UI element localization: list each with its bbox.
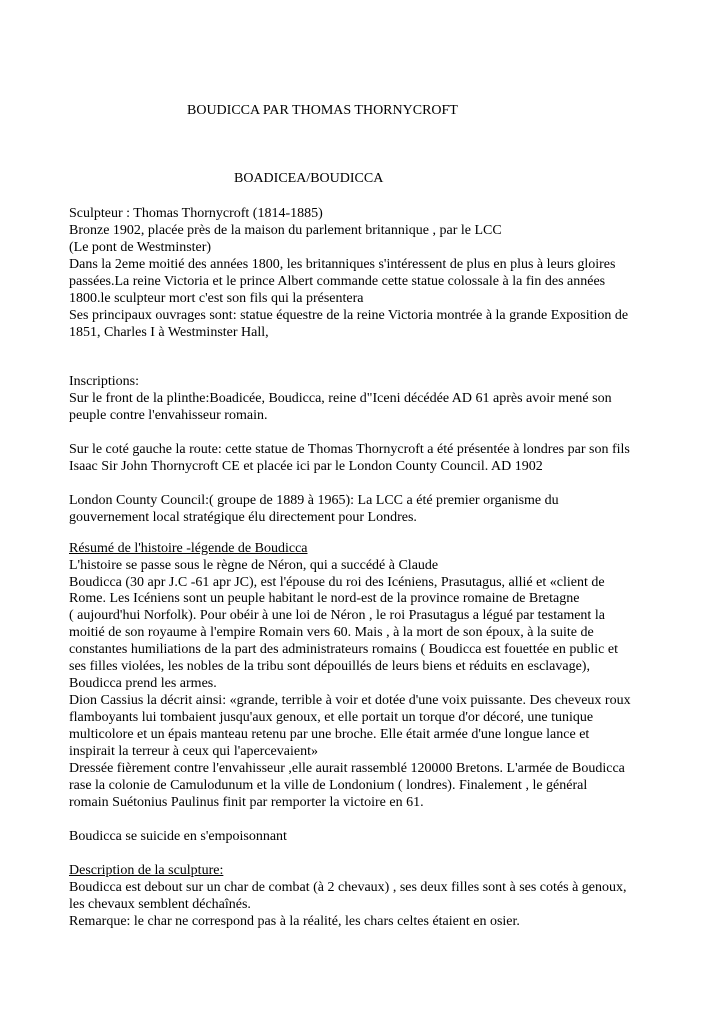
summary-line: L'histoire se passe sous le règne de Néron, qui a succédé à Claude (69, 558, 439, 573)
summary-line: romain Suétonius Paulinus finit par remporter la victoire en 61. (69, 795, 424, 810)
intro-line: passées.La reine Victoria et le prince Albert commande cette statue colossale à la fin des années (69, 274, 606, 289)
intro-line: 1800.le sculpteur mort c'est son fils qui la présentera (69, 291, 364, 306)
summary-line: flamboyants lui tombaient jusqu'aux genoux, et elle portait un torque d'or décoré, une tunique (69, 710, 594, 725)
description-line: les chevaux semblent déchaînés. (69, 897, 251, 912)
summary-line: multicolore et un épais manteau retenu par une broche. Elle était armée d'une longue lance et (69, 727, 590, 742)
summary-line: moitié de son royaume à l'empire Romain vers 60. Mais , à la mort de son époux, à la suite de (69, 625, 594, 640)
inscriptions-line: Sur le front de la plinthe:Boadicée, Boudicca, reine d"Iceni décédée AD 61 après avoir mené son (69, 391, 612, 406)
intro-line: Sculpteur : Thomas Thornycroft (1814-1885) (69, 206, 323, 221)
document-subtitle: BOADICEA/BOUDICCA (234, 171, 384, 186)
summary-line: Rome. Les Icéniens sont un peuple habitant le nord-est de la province romaine de Bretagne (69, 591, 580, 606)
intro-line: Ses principaux ouvrages sont: statue équestre de la reine Victoria montrée à la grande Exposition de (69, 308, 629, 323)
suicide-line: Boudicca se suicide en s'empoisonnant (69, 829, 287, 844)
summary-line: ( aujourd'hui Norfolk). Pour obéir à une loi de Néron , le roi Prasutagus a légué par testament la (69, 608, 605, 623)
summary-line: Boudicca prend les armes. (69, 676, 217, 691)
summary-line: ses filles violées, les nobles de la tribu sont dépouillés de leurs biens et réduits en esclavage), (69, 659, 590, 674)
summary-line: constantes humiliations de la part des administrateurs romains ( Boudicca est fouettée en public et (69, 642, 618, 657)
intro-line: Bronze 1902, placée près de la maison du parlement britannique , par le LCC (69, 223, 502, 238)
left-side-line: Isaac Sir John Thornycroft CE et placée ici par le London County Council. AD 1902 (69, 459, 543, 474)
summary-heading: Résumé de l'histoire -légende de Boudicca (69, 541, 308, 556)
summary-line: Boudicca (30 apr J.C -61 apr JC), est l'épouse du roi des Icéniens, Prasutagus, allié et «client de (69, 575, 605, 590)
description-heading: Description de la sculpture: (69, 863, 224, 878)
summary-line: inspirait la terreur à ceux qui l'apercevaient» (69, 744, 318, 759)
summary-line: Dressée fièrement contre l'envahisseur ,elle aurait rassemblé 120000 Bretons. L'armée de Boudicca (69, 761, 625, 776)
lcc-line: gouvernement local stratégique élu directement pour Londres. (69, 510, 417, 525)
inscriptions-heading: Inscriptions: (69, 374, 139, 389)
inscriptions-line: peuple contre l'envahisseur romain. (69, 408, 268, 423)
intro-line: Dans la 2eme moitié des années 1800, les britanniques s'intéressent de plus en plus à leurs gloires (69, 257, 616, 272)
left-side-line: Sur le coté gauche la route: cette statue de Thomas Thornycroft a été présentée à londres par son fils (69, 442, 630, 457)
document-title: BOUDICCA PAR THOMAS THORNYCROFT (187, 103, 458, 118)
intro-line: (Le pont de Westminster) (69, 240, 212, 255)
summary-line: Dion Cassius la décrit ainsi: «grande, terrible à voir et dotée d'une voix puissante. Des cheveux roux (69, 693, 631, 708)
description-line: Remarque: le char ne correspond pas à la réalité, les chars celtes étaient en osier. (69, 914, 520, 929)
lcc-line: London County Council:( groupe de 1889 à 1965): La LCC a été premier organisme du (69, 493, 559, 508)
summary-line: rase la colonie de Camulodunum et la ville de Londonium ( londres). Finalement , le général (69, 778, 588, 793)
intro-line: 1851, Charles I à Westminster Hall, (69, 325, 269, 340)
description-line: Boudicca est debout sur un char de combat (à 2 chevaux) , ses deux filles sont à ses cotés à genoux, (69, 880, 627, 895)
